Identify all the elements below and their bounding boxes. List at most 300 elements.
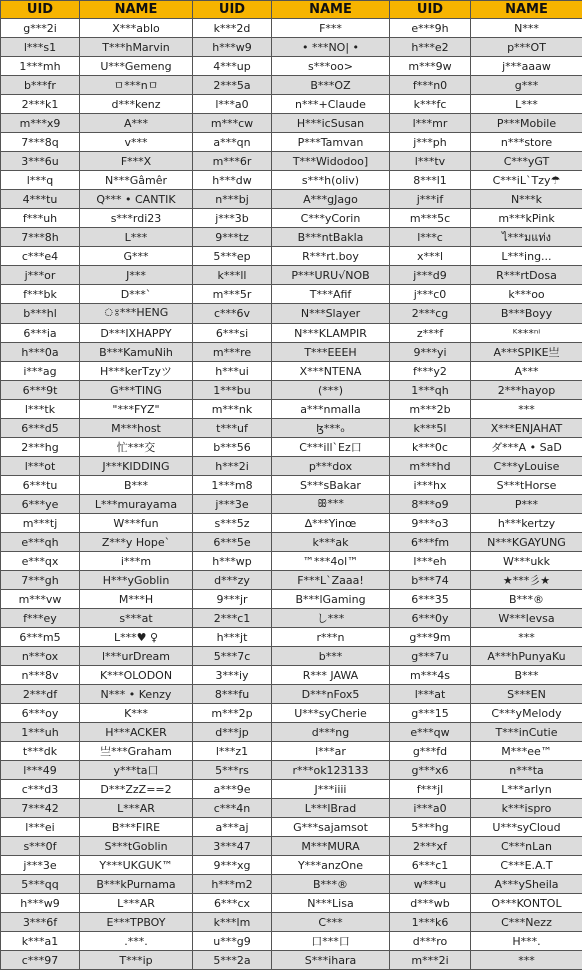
name-cell: k***ak <box>272 533 390 552</box>
name-cell: A***gJago <box>272 190 390 209</box>
uid-cell: k***2d <box>193 19 272 38</box>
uid-cell: z***f <box>390 324 471 343</box>
uid-cell: 6***0y <box>390 609 471 628</box>
name-cell: A*** <box>80 114 193 133</box>
name-cell: A***ySheila <box>471 875 582 894</box>
name-cell: h***kertzy <box>471 514 582 533</box>
name-cell: T***EEEH <box>272 343 390 362</box>
name-cell: G*** <box>80 247 193 266</box>
name-cell: M***ee™ <box>471 742 582 761</box>
uid-cell: b***56 <box>193 438 272 457</box>
name-cell: S***sBakar <box>272 476 390 495</box>
uid-cell: h***ui <box>193 362 272 381</box>
uid-cell: a***qn <box>193 133 272 152</box>
uid-cell: 6***ia <box>1 324 80 343</box>
uid-cell: t***uf <box>193 419 272 438</box>
name-cell: H***icSusan <box>272 114 390 133</box>
name-cell: F*** <box>272 19 390 38</box>
name-cell: (***) <box>272 381 390 400</box>
name-cell: B***® <box>471 590 582 609</box>
name-cell: m***kPink <box>471 209 582 228</box>
table-row <box>1 304 582 324</box>
table-row <box>1 799 582 818</box>
uid-cell: 6***35 <box>390 590 471 609</box>
uid-cell: l***a0 <box>193 95 272 114</box>
uid-cell: c***6v <box>193 304 272 324</box>
table-row <box>1 476 582 495</box>
name-cell: P*** <box>471 495 582 514</box>
name-cell: し*** <box>272 609 390 628</box>
name-cell: F***L`Zaaa! <box>272 571 390 590</box>
uid-cell: h***0a <box>1 343 80 362</box>
name-cell: B***® <box>272 875 390 894</box>
name-cell: 忙***交 <box>80 438 193 457</box>
name-cell: *** <box>471 628 582 647</box>
uid-cell: l***eh <box>390 552 471 571</box>
table-row <box>1 590 582 609</box>
name-cell: G***TING <box>80 381 193 400</box>
table-row <box>1 457 582 476</box>
name-cell: C***E.A.T <box>471 856 582 875</box>
name-cell: r***ok123133 <box>272 761 390 780</box>
name-cell: n***ta <box>471 761 582 780</box>
uid-cell: 2***hg <box>1 438 80 457</box>
name-cell: B***kPurnama <box>80 875 193 894</box>
uid-cell: l***tk <box>1 400 80 419</box>
name-cell: B***lGaming <box>272 590 390 609</box>
uid-cell: 7***8q <box>1 133 80 152</box>
name-cell: D***IXHAPPY <box>80 324 193 343</box>
name-cell: C***nLan <box>471 837 582 856</box>
uid-cell: l***s1 <box>1 38 80 57</box>
name-cell: C*** <box>272 913 390 932</box>
table-row <box>1 894 582 913</box>
uid-cell: 7***gh <box>1 571 80 590</box>
name-cell: ∆***Yinœ <box>272 514 390 533</box>
uid-cell: g***7u <box>390 647 471 666</box>
name-cell: G***sajamsot <box>272 818 390 837</box>
uid-cell: 7***8h <box>1 228 80 247</box>
uid-cell: w***u <box>390 875 471 894</box>
uid-cell: d***ro <box>390 932 471 951</box>
table-row <box>1 704 582 723</box>
name-cell: N***KLAMPIR <box>272 324 390 343</box>
uid-cell: 2***k1 <box>1 95 80 114</box>
uid-cell: 6***cx <box>193 894 272 913</box>
uid-cell: 6***9t <box>1 381 80 400</box>
name-cell: C***iL`Tzy☂ <box>471 171 582 190</box>
name-cell: H***. <box>471 932 582 951</box>
uid-cell: g***fd <box>390 742 471 761</box>
name-cell: ダ***A • SaD <box>471 438 582 457</box>
name-cell: ㅁ***nㅁ <box>80 76 193 95</box>
uid-cell: 1***uh <box>1 723 80 742</box>
uid-cell: s***5z <box>193 514 272 533</box>
table-row <box>1 114 582 133</box>
uid-cell: e***qx <box>1 552 80 571</box>
table-row <box>1 324 582 343</box>
uid-cell: m***vw <box>1 590 80 609</box>
name-cell: d***kenz <box>80 95 193 114</box>
uid-cell: j***or <box>1 266 80 285</box>
name-cell: b*** <box>272 647 390 666</box>
table-row <box>1 742 582 761</box>
name-cell: H***yGoblin <box>80 571 193 590</box>
uid-cell: c***e4 <box>1 247 80 266</box>
name-cell: W***fun <box>80 514 193 533</box>
uid-cell: 8***l1 <box>390 171 471 190</box>
uid-cell: l***49 <box>1 761 80 780</box>
table-row <box>1 495 582 514</box>
name-cell: S***EN <box>471 685 582 704</box>
uid-cell: l***tv <box>390 152 471 171</box>
uid-cell: m***2i <box>390 951 471 970</box>
uid-cell: h***dw <box>193 171 272 190</box>
uid-cell: 5***rs <box>193 761 272 780</box>
uid-cell: b***fr <box>1 76 80 95</box>
uid-cell: f***n0 <box>390 76 471 95</box>
table-row <box>1 38 582 57</box>
name-cell: U***syCloud <box>471 818 582 837</box>
uid-cell: 9***yi <box>390 343 471 362</box>
name-cell: C***yGT <box>471 152 582 171</box>
name-cell: ꕥ*** <box>272 495 390 514</box>
uid-cell: k***fc <box>390 95 471 114</box>
name-cell: s***at <box>80 609 193 628</box>
name-cell: N***Gâmêr <box>80 171 193 190</box>
uid-cell: m***re <box>193 343 272 362</box>
table-row <box>1 552 582 571</box>
uid-cell: k***a1 <box>1 932 80 951</box>
table-row <box>1 285 582 304</box>
table-row <box>1 723 582 742</box>
name-cell: W***levsa <box>471 609 582 628</box>
name-cell: D***ZzZ==2 <box>80 780 193 799</box>
name-cell: N*** • Kenzy <box>80 685 193 704</box>
name-cell: O***KONTOL <box>471 894 582 913</box>
name-cell: 亗***Graham <box>80 742 193 761</box>
name-cell: Z***y Hope` <box>80 533 193 552</box>
uid-cell: 6***ye <box>1 495 80 514</box>
name-cell: B***KamuNih <box>80 343 193 362</box>
uid-cell: f***jl <box>390 780 471 799</box>
uid-cell: a***aj <box>193 818 272 837</box>
name-cell: Y***anzOne <box>272 856 390 875</box>
name-cell: .***. <box>80 932 193 951</box>
name-cell: M***MURA <box>272 837 390 856</box>
uid-cell: n***ox <box>1 647 80 666</box>
uid-cell: 6***m5 <box>1 628 80 647</box>
name-cell: J***KIDDING <box>80 457 193 476</box>
name-cell: D***` <box>80 285 193 304</box>
name-cell: M***host <box>80 419 193 438</box>
name-cell: X***NTENA <box>272 362 390 381</box>
table-row <box>1 856 582 875</box>
uid-cell: 4***up <box>193 57 272 76</box>
uid-cell: c***d3 <box>1 780 80 799</box>
name-cell: g*** <box>471 76 582 95</box>
name-cell: L*** <box>80 228 193 247</box>
name-cell: A***hPunyaKu <box>471 647 582 666</box>
name-cell: L***murayama <box>80 495 193 514</box>
table-row <box>1 362 582 381</box>
name-cell: L*** <box>471 95 582 114</box>
table-row <box>1 400 582 419</box>
header-row <box>1 1 582 19</box>
uid-cell: j***3b <box>193 209 272 228</box>
name-cell: X***ablo <box>80 19 193 38</box>
name-cell: i***m <box>80 552 193 571</box>
name-cell: ™***4ol™ <box>272 552 390 571</box>
name-cell: B***OZ <box>272 76 390 95</box>
name-cell: N***Slayer <box>272 304 390 324</box>
table-row <box>1 190 582 209</box>
table-row <box>1 932 582 951</box>
uid-cell: h***wp <box>193 552 272 571</box>
name-cell: p***OT <box>471 38 582 57</box>
uid-cell: m***5r <box>193 285 272 304</box>
table-row <box>1 381 582 400</box>
uid-cell: l***ot <box>1 457 80 476</box>
uid-cell: 7***42 <box>1 799 80 818</box>
name-cell: B*** <box>471 666 582 685</box>
uid-cell: l***q <box>1 171 80 190</box>
uid-cell: 8***o9 <box>390 495 471 514</box>
name-cell: C***yCorin <box>272 209 390 228</box>
name-cell: s***rdi23 <box>80 209 193 228</box>
uid-cell: 9***tz <box>193 228 272 247</box>
table-row <box>1 57 582 76</box>
table-row <box>1 228 582 247</box>
name-cell: P***URU√NOB <box>272 266 390 285</box>
uid-cell: 1***k6 <box>390 913 471 932</box>
table-row <box>1 266 582 285</box>
uid-cell: m***tj <box>1 514 80 533</box>
name-cell: C***yLouise <box>471 457 582 476</box>
uid-cell: i***ag <box>1 362 80 381</box>
table-row <box>1 818 582 837</box>
name-cell: B*** <box>80 476 193 495</box>
uid-cell: n***bj <box>193 190 272 209</box>
uid-cell: j***c0 <box>390 285 471 304</box>
uid-cell: 2***5a <box>193 76 272 95</box>
uid-cell: g***9m <box>390 628 471 647</box>
uid-cell: l***ei <box>1 818 80 837</box>
name-cell: N***k <box>471 190 582 209</box>
table-row <box>1 209 582 228</box>
name-cell: H***kerTzyツ <box>80 362 193 381</box>
name-cell: a***nmalla <box>272 400 390 419</box>
table-row <box>1 685 582 704</box>
name-cell: X***ENJAHAT <box>471 419 582 438</box>
uid-cell: 6***fm <box>390 533 471 552</box>
uid-cell: 6***c1 <box>390 856 471 875</box>
uid-cell: m***x9 <box>1 114 80 133</box>
uid-cell: s***0f <box>1 837 80 856</box>
name-cell: 2***hayop <box>471 381 582 400</box>
name-cell: L***AR <box>80 894 193 913</box>
name-cell: S***tGoblin <box>80 837 193 856</box>
name-cell: U***Gemeng <box>80 57 193 76</box>
uid-cell: t***dk <box>1 742 80 761</box>
name-cell: l***urDream <box>80 647 193 666</box>
name-cell: s***oo> <box>272 57 390 76</box>
name-cell: N***Lisa <box>272 894 390 913</box>
uid-cell: k***lm <box>193 913 272 932</box>
name-cell: D***nFox5 <box>272 685 390 704</box>
uid-header: UID <box>193 1 272 19</box>
name-cell: n***store <box>471 133 582 152</box>
name-cell: k***oo <box>471 285 582 304</box>
table-row <box>1 913 582 932</box>
uid-cell: 4***tu <box>1 190 80 209</box>
table-row <box>1 247 582 266</box>
name-cell: ไ***มแท่ง <box>471 228 582 247</box>
uid-cell: i***a0 <box>390 799 471 818</box>
name-cell: l***ar <box>272 742 390 761</box>
table-row <box>1 533 582 552</box>
name-cell: ᴷ***ⁿⁱ <box>471 324 582 343</box>
name-cell: s***h(oliv) <box>272 171 390 190</box>
table-row <box>1 419 582 438</box>
uid-cell: m***5c <box>390 209 471 228</box>
uid-cell: h***w9 <box>193 38 272 57</box>
uid-cell: m***6r <box>193 152 272 171</box>
uid-cell: c***4n <box>193 799 272 818</box>
uid-cell: 9***o3 <box>390 514 471 533</box>
uid-cell: h***m2 <box>193 875 272 894</box>
name-cell: C***Nezz <box>471 913 582 932</box>
uid-cell: b***hl <box>1 304 80 324</box>
uid-cell: f***ey <box>1 609 80 628</box>
name-cell: L***♥ ♀ <box>80 628 193 647</box>
name-cell: L***arlyn <box>471 780 582 799</box>
uid-cell: m***nk <box>193 400 272 419</box>
uid-cell: 6***5e <box>193 533 272 552</box>
table-row <box>1 171 582 190</box>
uid-cell: 3***6u <box>1 152 80 171</box>
name-cell: v*** <box>80 133 193 152</box>
name-cell: k***ispro <box>471 799 582 818</box>
uid-cell: 3***47 <box>193 837 272 856</box>
uid-cell: h***e2 <box>390 38 471 57</box>
uid-cell: m***2b <box>390 400 471 419</box>
uid-cell: j***3e <box>193 495 272 514</box>
name-cell: j***aaaw <box>471 57 582 76</box>
uid-cell: m***4s <box>390 666 471 685</box>
table-row <box>1 647 582 666</box>
name-cell: A***SPIKE亗 <box>471 343 582 362</box>
uid-cell: i***hx <box>390 476 471 495</box>
uid-cell: 1***mh <box>1 57 80 76</box>
uid-cell: 6***si <box>193 324 272 343</box>
uid-cell: e***9h <box>390 19 471 38</box>
name-cell: R*** JAWA <box>272 666 390 685</box>
table-row <box>1 875 582 894</box>
name-cell: C***yMelody <box>471 704 582 723</box>
name-cell: N*** <box>471 19 582 38</box>
uid-cell: k***ll <box>193 266 272 285</box>
name-cell: B***FIRE <box>80 818 193 837</box>
name-cell: L***lBrad <box>272 799 390 818</box>
uid-cell: 8***fu <box>193 685 272 704</box>
uid-cell: f***uh <box>1 209 80 228</box>
name-cell: ɮ***ₒ <box>272 419 390 438</box>
name-cell: T***Afif <box>272 285 390 304</box>
uid-cell: 5***hg <box>390 818 471 837</box>
uid-cell: f***bk <box>1 285 80 304</box>
uid-cell: m***2p <box>193 704 272 723</box>
table-row <box>1 609 582 628</box>
name-cell: K*** <box>80 704 193 723</box>
table-row <box>1 343 582 362</box>
name-cell: *** <box>471 951 582 970</box>
name-cell: T***Widodoo] <box>272 152 390 171</box>
uid-cell: 6***oy <box>1 704 80 723</box>
name-cell: N***KGAYUNG <box>471 533 582 552</box>
uid-cell: 1***bu <box>193 381 272 400</box>
uid-cell: 5***2a <box>193 951 272 970</box>
uid-cell: k***0c <box>390 438 471 457</box>
table-row <box>1 761 582 780</box>
table-row <box>1 76 582 95</box>
uid-cell: 6***d5 <box>1 419 80 438</box>
table-row <box>1 628 582 647</box>
uid-cell: d***wb <box>390 894 471 913</box>
uid-cell: g***2i <box>1 19 80 38</box>
uid-cell: l***at <box>390 685 471 704</box>
name-cell: ★***彡★ <box>471 571 582 590</box>
name-cell: y***ta口 <box>80 761 193 780</box>
uid-cell: j***if <box>390 190 471 209</box>
uid-cell: m***9w <box>390 57 471 76</box>
table-row <box>1 95 582 114</box>
name-cell: L***ing... <box>471 247 582 266</box>
uid-cell: h***w9 <box>1 894 80 913</box>
table-row <box>1 837 582 856</box>
name-cell: U***syCherie <box>272 704 390 723</box>
uid-cell: 5***qq <box>1 875 80 894</box>
name-cell: M***H <box>80 590 193 609</box>
table-row <box>1 780 582 799</box>
name-cell: d***ng <box>272 723 390 742</box>
name-cell: A*** <box>471 362 582 381</box>
name-cell: L***AR <box>80 799 193 818</box>
name-cell: *** <box>471 400 582 419</box>
uid-cell: e***qw <box>390 723 471 742</box>
name-cell: Q*** • CANTIK <box>80 190 193 209</box>
uid-cell: l***mr <box>390 114 471 133</box>
uid-cell: 3***iy <box>193 666 272 685</box>
name-cell: B***Boyy <box>471 304 582 324</box>
uid-cell: x***l <box>390 247 471 266</box>
uid-cell: 6***tu <box>1 476 80 495</box>
uid-cell: m***cw <box>193 114 272 133</box>
table-row <box>1 133 582 152</box>
name-cell: E***TPBOY <box>80 913 193 932</box>
uid-header: UID <box>1 1 80 19</box>
uid-cell: 1***qh <box>390 381 471 400</box>
name-cell: S***ihara <box>272 951 390 970</box>
uid-cell: c***97 <box>1 951 80 970</box>
name-cell: P***Tamvan <box>272 133 390 152</box>
name-cell: W***ukk <box>471 552 582 571</box>
table-row <box>1 152 582 171</box>
uid-header: UID <box>390 1 471 19</box>
uid-cell: l***z1 <box>193 742 272 761</box>
uid-cell: 2***cg <box>390 304 471 324</box>
uid-cell: m***hd <box>390 457 471 476</box>
